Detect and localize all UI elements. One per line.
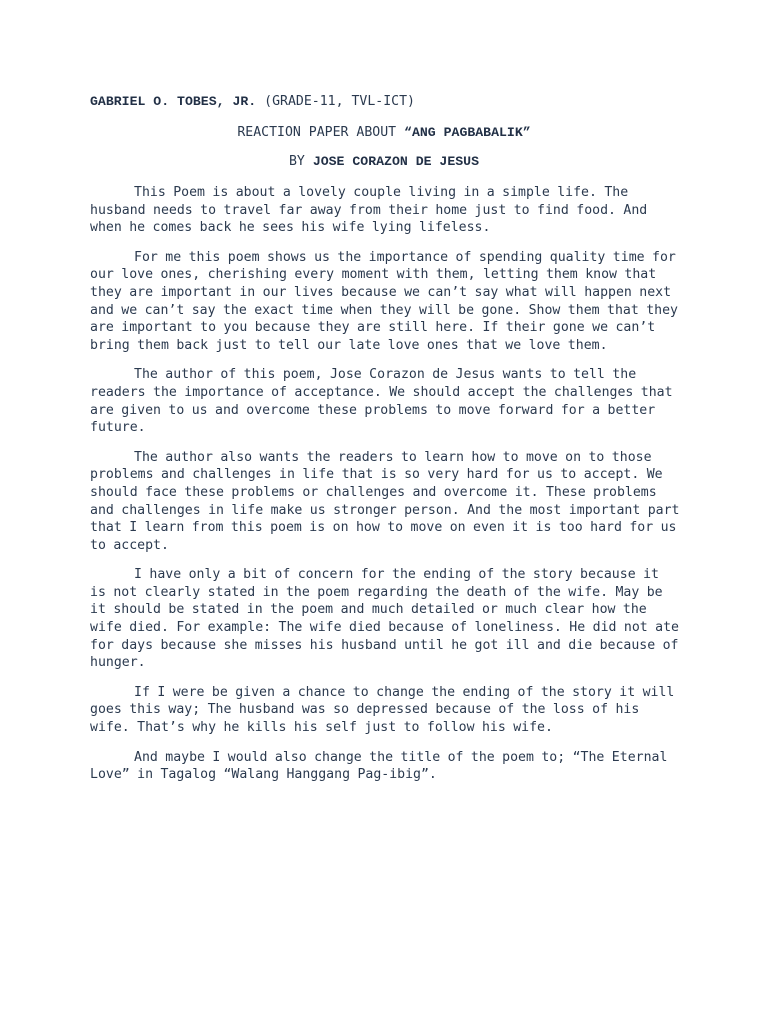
poet-name: JOSE CORAZON DE JESUS — [312, 154, 480, 169]
paragraph-6: If I were be given a chance to change the ending of the story it will goes this way; The husband was so depressed because of the loss of his wife. That’s why he kills his self just to follow his wife. — [90, 684, 675, 736]
author-header — [90, 93, 415, 111]
byline — [0, 153, 768, 171]
byline-prefix: BY — [288, 154, 313, 169]
paragraph-5: I have only a bit of concern for the ending of the story because it is not clearly stated in the poem regarding the death of the wife. May be it should be stated in the poem and much detailed or much clear how the wife died. For example: The wife died because of loneliness. He did not ate for days because she misses his husband until he got ill and die because of hunger. — [90, 567, 679, 671]
class-info: (GRADE-11, TVL-ICT) — [256, 94, 415, 109]
paper-title — [0, 124, 768, 142]
paragraph-7: And maybe I would also change the title of the poem to; “The Eternal Love” in Tagalog “Walang Hanggang Pag-ibig”. — [90, 749, 668, 783]
paragraph-2: For me this poem shows us the importance of spending quality time for our love ones, cherishing every moment with them, letting them know that they are important in our lives because we can’t say what will happen next and we can’t say the exact time when they will be gone. Show them that they are important to you because they are still here. If their gone we can’t bring them back just to tell our late love ones that we love them. — [90, 249, 678, 353]
paragraph-3: The author of this poem, Jose Corazon de Jesus wants to tell the readers the importance of acceptance. We should accept the challenges that are given to us and overcome these problems to move forward for a better future. — [90, 367, 673, 436]
author-name: GABRIEL O. TOBES, JR. — [90, 94, 257, 109]
body-text — [90, 184, 680, 796]
poem-title: “ANG PAGBABALIK” — [404, 125, 531, 140]
paragraph-1: This Poem is about a lovely couple living in a simple life. The husband needs to travel far away from their home just to find food. And when he comes back he sees his wife lying lifeless. — [90, 185, 648, 236]
paragraph-4: The author also wants the readers to learn how to move on to those problems and challenges in life that is so very hard for us to accept. We should face these problems or challenges and overcome it. These problems and challenges in life make us stronger person. And the most important part that I learn from this poem is on how to move on even it is too hard for us to accept. — [90, 449, 680, 553]
title-prefix: REACTION PAPER ABOUT — [237, 125, 405, 140]
